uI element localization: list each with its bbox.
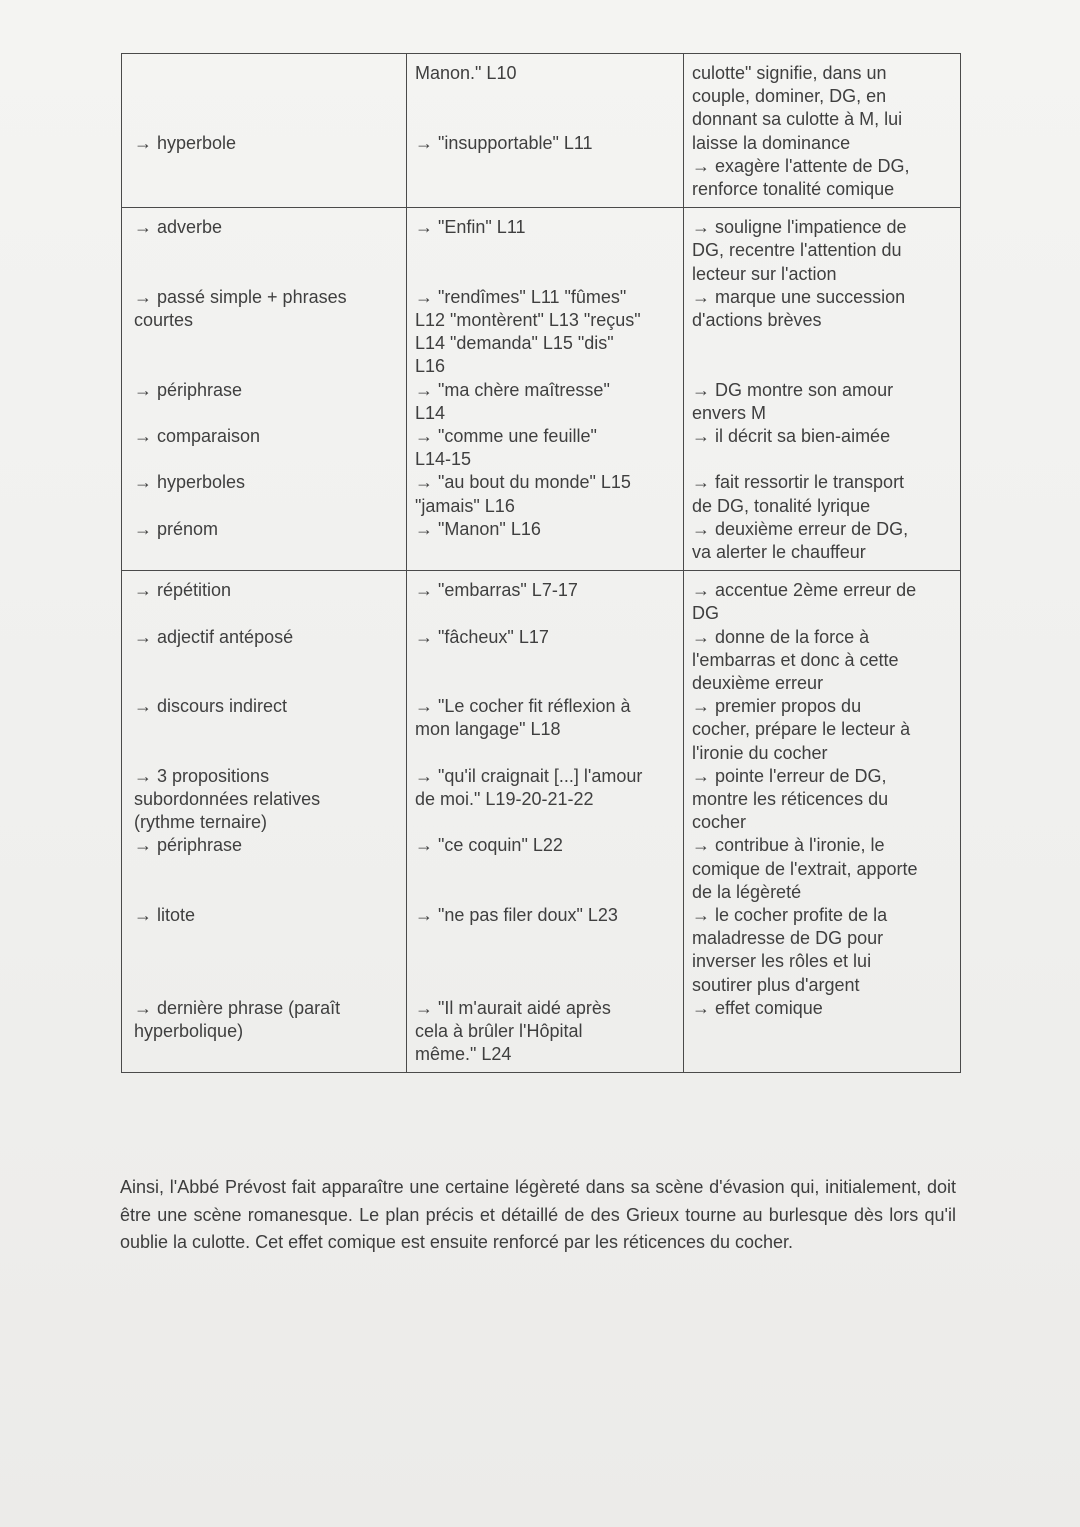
table-row xyxy=(122,54,961,208)
technique-line xyxy=(134,85,398,108)
citation-line: → "insupportable" L11 xyxy=(415,132,593,153)
citation-line: → "ne pas filer doux" L23 xyxy=(415,904,618,925)
technique-line: → discours indirect xyxy=(134,696,288,717)
interpretation-line: → donne de la force à xyxy=(692,626,870,647)
citation-line xyxy=(415,85,675,108)
technique-line: → prénom xyxy=(134,518,219,539)
interpretation-line: → souligne l'impatience de xyxy=(692,217,907,238)
technique-line: → hyperbole xyxy=(134,132,237,153)
citation-line xyxy=(415,811,675,834)
interpretation-line: → exagère l'attente de DG, xyxy=(692,155,910,176)
interpretation-line: → deuxième erreur de DG, xyxy=(692,518,909,539)
interpretation-cell xyxy=(684,571,961,1073)
interpretation-line: cocher xyxy=(692,812,747,833)
citation-line: même." L24 xyxy=(415,1044,512,1065)
technique-line: courtes xyxy=(134,310,194,330)
interpretation-line: l'embarras et donc à cette xyxy=(692,649,899,670)
interpretation-line: d'actions brèves xyxy=(692,310,822,331)
interpretation-line: → DG montre son amour xyxy=(692,379,894,400)
interpretation-line: lecteur sur l'action xyxy=(692,263,837,284)
technique-line xyxy=(134,263,398,286)
technique-line xyxy=(134,155,398,178)
citation-line: → "Manon" L16 xyxy=(415,518,541,539)
technique-line: (rythme ternaire) xyxy=(134,812,268,833)
technique-line xyxy=(134,62,398,85)
interpretation-line: → premier propos du xyxy=(692,696,862,717)
interpretation-line: → marque une succession xyxy=(692,286,906,307)
citation-line xyxy=(415,155,675,178)
technique-line xyxy=(134,881,398,904)
technique-line xyxy=(134,239,398,262)
citation-line: Manon." L10 xyxy=(415,63,517,83)
interpretation-line: donnant sa culotte à M, lui xyxy=(692,109,903,130)
interpretation-line: → effet comique xyxy=(692,997,823,1018)
citation-line: mon langage" L18 xyxy=(415,719,561,740)
citation-line xyxy=(415,742,675,765)
technique-line: → dernière phrase (paraît xyxy=(134,997,341,1018)
citation-line: → "ce coquin" L22 xyxy=(415,835,563,856)
technique-line xyxy=(134,950,398,973)
citation-line: L16 xyxy=(415,356,446,377)
citation-line xyxy=(415,672,675,695)
interpretation-line: de DG, tonalité lyrique xyxy=(692,495,871,516)
interpretation-cell xyxy=(684,208,961,571)
citation-line: → "rendîmes" L11 "fûmes" xyxy=(415,286,627,307)
citation-line: → "Enfin" L11 xyxy=(415,217,526,238)
interpretation-line: l'ironie du cocher xyxy=(692,742,828,763)
table-row xyxy=(122,571,961,1073)
technique-line xyxy=(134,974,398,997)
interpretation-line: DG xyxy=(692,603,719,624)
technique-line xyxy=(134,355,398,378)
interpretation-line xyxy=(692,448,952,471)
interpretation-line: de la légèreté xyxy=(692,881,802,902)
technique-line: hyperbolique) xyxy=(134,1020,244,1041)
citation-line: de moi." L19-20-21-22 xyxy=(415,788,594,809)
technique-line xyxy=(134,448,398,471)
interpretation-line: → pointe l'erreur de DG, xyxy=(692,765,887,786)
citation-line xyxy=(415,927,675,950)
interpretation-line: envers M xyxy=(692,402,767,423)
citation-line xyxy=(415,649,675,672)
interpretation-line: → le cocher profite de la xyxy=(692,905,888,926)
citation-line: → "ma chère maîtresse" xyxy=(415,379,610,400)
citation-line xyxy=(415,263,675,286)
technique-line xyxy=(134,927,398,950)
technique-line xyxy=(134,402,398,425)
technique-line: → périphrase xyxy=(134,835,243,856)
citation-line: cela à brûler l'Hôpital xyxy=(415,1020,583,1041)
technique-line xyxy=(134,858,398,881)
table-body xyxy=(122,54,961,1073)
interpretation-line: → accentue 2ème erreur de xyxy=(692,580,917,601)
citation-line xyxy=(415,239,675,262)
technique-line xyxy=(134,649,398,672)
technique-cell xyxy=(122,571,407,1073)
citation-line xyxy=(415,950,675,973)
citation-line xyxy=(415,602,675,625)
citation-line: L14 "demanda" L15 "dis" xyxy=(415,333,614,354)
citation-line xyxy=(415,108,675,131)
technique-line xyxy=(134,718,398,741)
interpretation-line: cocher, prépare le lecteur à xyxy=(692,719,911,740)
interpretation-line: renforce tonalité comique xyxy=(692,179,895,200)
citation-line: → "au bout du monde" L15 xyxy=(415,472,631,493)
technique-line xyxy=(134,602,398,625)
interpretation-line xyxy=(692,355,952,378)
technique-line: → adverbe xyxy=(134,217,223,238)
analysis-table xyxy=(121,53,961,1073)
conclusion-paragraph: Ainsi, l'Abbé Prévost fait apparaître une certaine légèreté dans sa scène d'évasion qui, initialement, doit être une scène romanesque. Le plan précis et détaillé de des Grieux tourne au burlesque dès lors qu'il oublie la culotte. Cet effet comique est ensuite renforcé par les réticences du cocher. xyxy=(120,1177,956,1252)
technique-line: → adjectif antéposé xyxy=(134,626,294,647)
technique-line xyxy=(134,742,398,765)
technique-cell xyxy=(122,208,407,571)
citation-cell xyxy=(407,208,684,571)
interpretation-line: soutirer plus d'argent xyxy=(692,974,860,995)
citation-cell xyxy=(407,54,684,208)
technique-line: → passé simple + phrases xyxy=(134,286,347,307)
technique-line: subordonnées relatives xyxy=(134,788,321,809)
interpretation-cell xyxy=(684,54,961,208)
citation-line: L12 "montèrent" L13 "reçus" xyxy=(415,310,641,330)
citation-cell xyxy=(407,571,684,1073)
citation-line: "jamais" L16 xyxy=(415,495,515,516)
interpretation-line: → il décrit sa bien-aimée xyxy=(692,426,891,447)
citation-line xyxy=(415,858,675,881)
technique-line: → litote xyxy=(134,904,196,925)
interpretation-line: → fait ressortir le transport xyxy=(692,472,905,493)
interpretation-line: montre les réticences du xyxy=(692,789,889,810)
citation-line: → "qu'il craignait [...] l'amour xyxy=(415,765,643,786)
interpretation-line: inverser les rôles et lui xyxy=(692,951,872,972)
interpretation-line: va alerter le chauffeur xyxy=(692,542,866,563)
interpretation-line: deuxième erreur xyxy=(692,673,824,694)
citation-line xyxy=(415,974,675,997)
table-row xyxy=(122,208,961,571)
technique-line: → hyperboles xyxy=(134,472,246,493)
interpretation-line: culotte" signifie, dans un xyxy=(692,63,887,83)
technique-line: → 3 propositions xyxy=(134,765,270,786)
citation-line: → "comme une feuille" xyxy=(415,426,597,447)
interpretation-line: maladresse de DG pour xyxy=(692,928,884,949)
technique-line xyxy=(134,108,398,131)
citation-line: L14-15 xyxy=(415,449,472,470)
technique-line: → périphrase xyxy=(134,379,243,400)
interpretation-line: comique de l'extrait, apporte xyxy=(692,858,918,879)
technique-line: → comparaison xyxy=(134,425,261,446)
interpretation-line xyxy=(692,332,952,355)
technique-cell xyxy=(122,54,407,208)
interpretation-line: laisse la dominance xyxy=(692,132,851,153)
interpretation-line: → contribue à l'ironie, le xyxy=(692,835,885,856)
citation-line: L14 xyxy=(415,402,446,423)
interpretation-line: DG, recentre l'attention du xyxy=(692,240,902,261)
citation-line: → "embarras" L7-17 xyxy=(415,580,578,601)
technique-line xyxy=(134,495,398,518)
citation-line: → "fâcheux" L17 xyxy=(415,626,549,647)
technique-line xyxy=(134,672,398,695)
citation-line: → "Il m'aurait aidé après xyxy=(415,997,611,1018)
technique-line: → répétition xyxy=(134,580,232,601)
citation-line: → "Le cocher fit réflexion à xyxy=(415,696,631,717)
technique-line xyxy=(134,332,398,355)
interpretation-line: couple, dominer, DG, en xyxy=(692,86,887,107)
citation-line xyxy=(415,881,675,904)
